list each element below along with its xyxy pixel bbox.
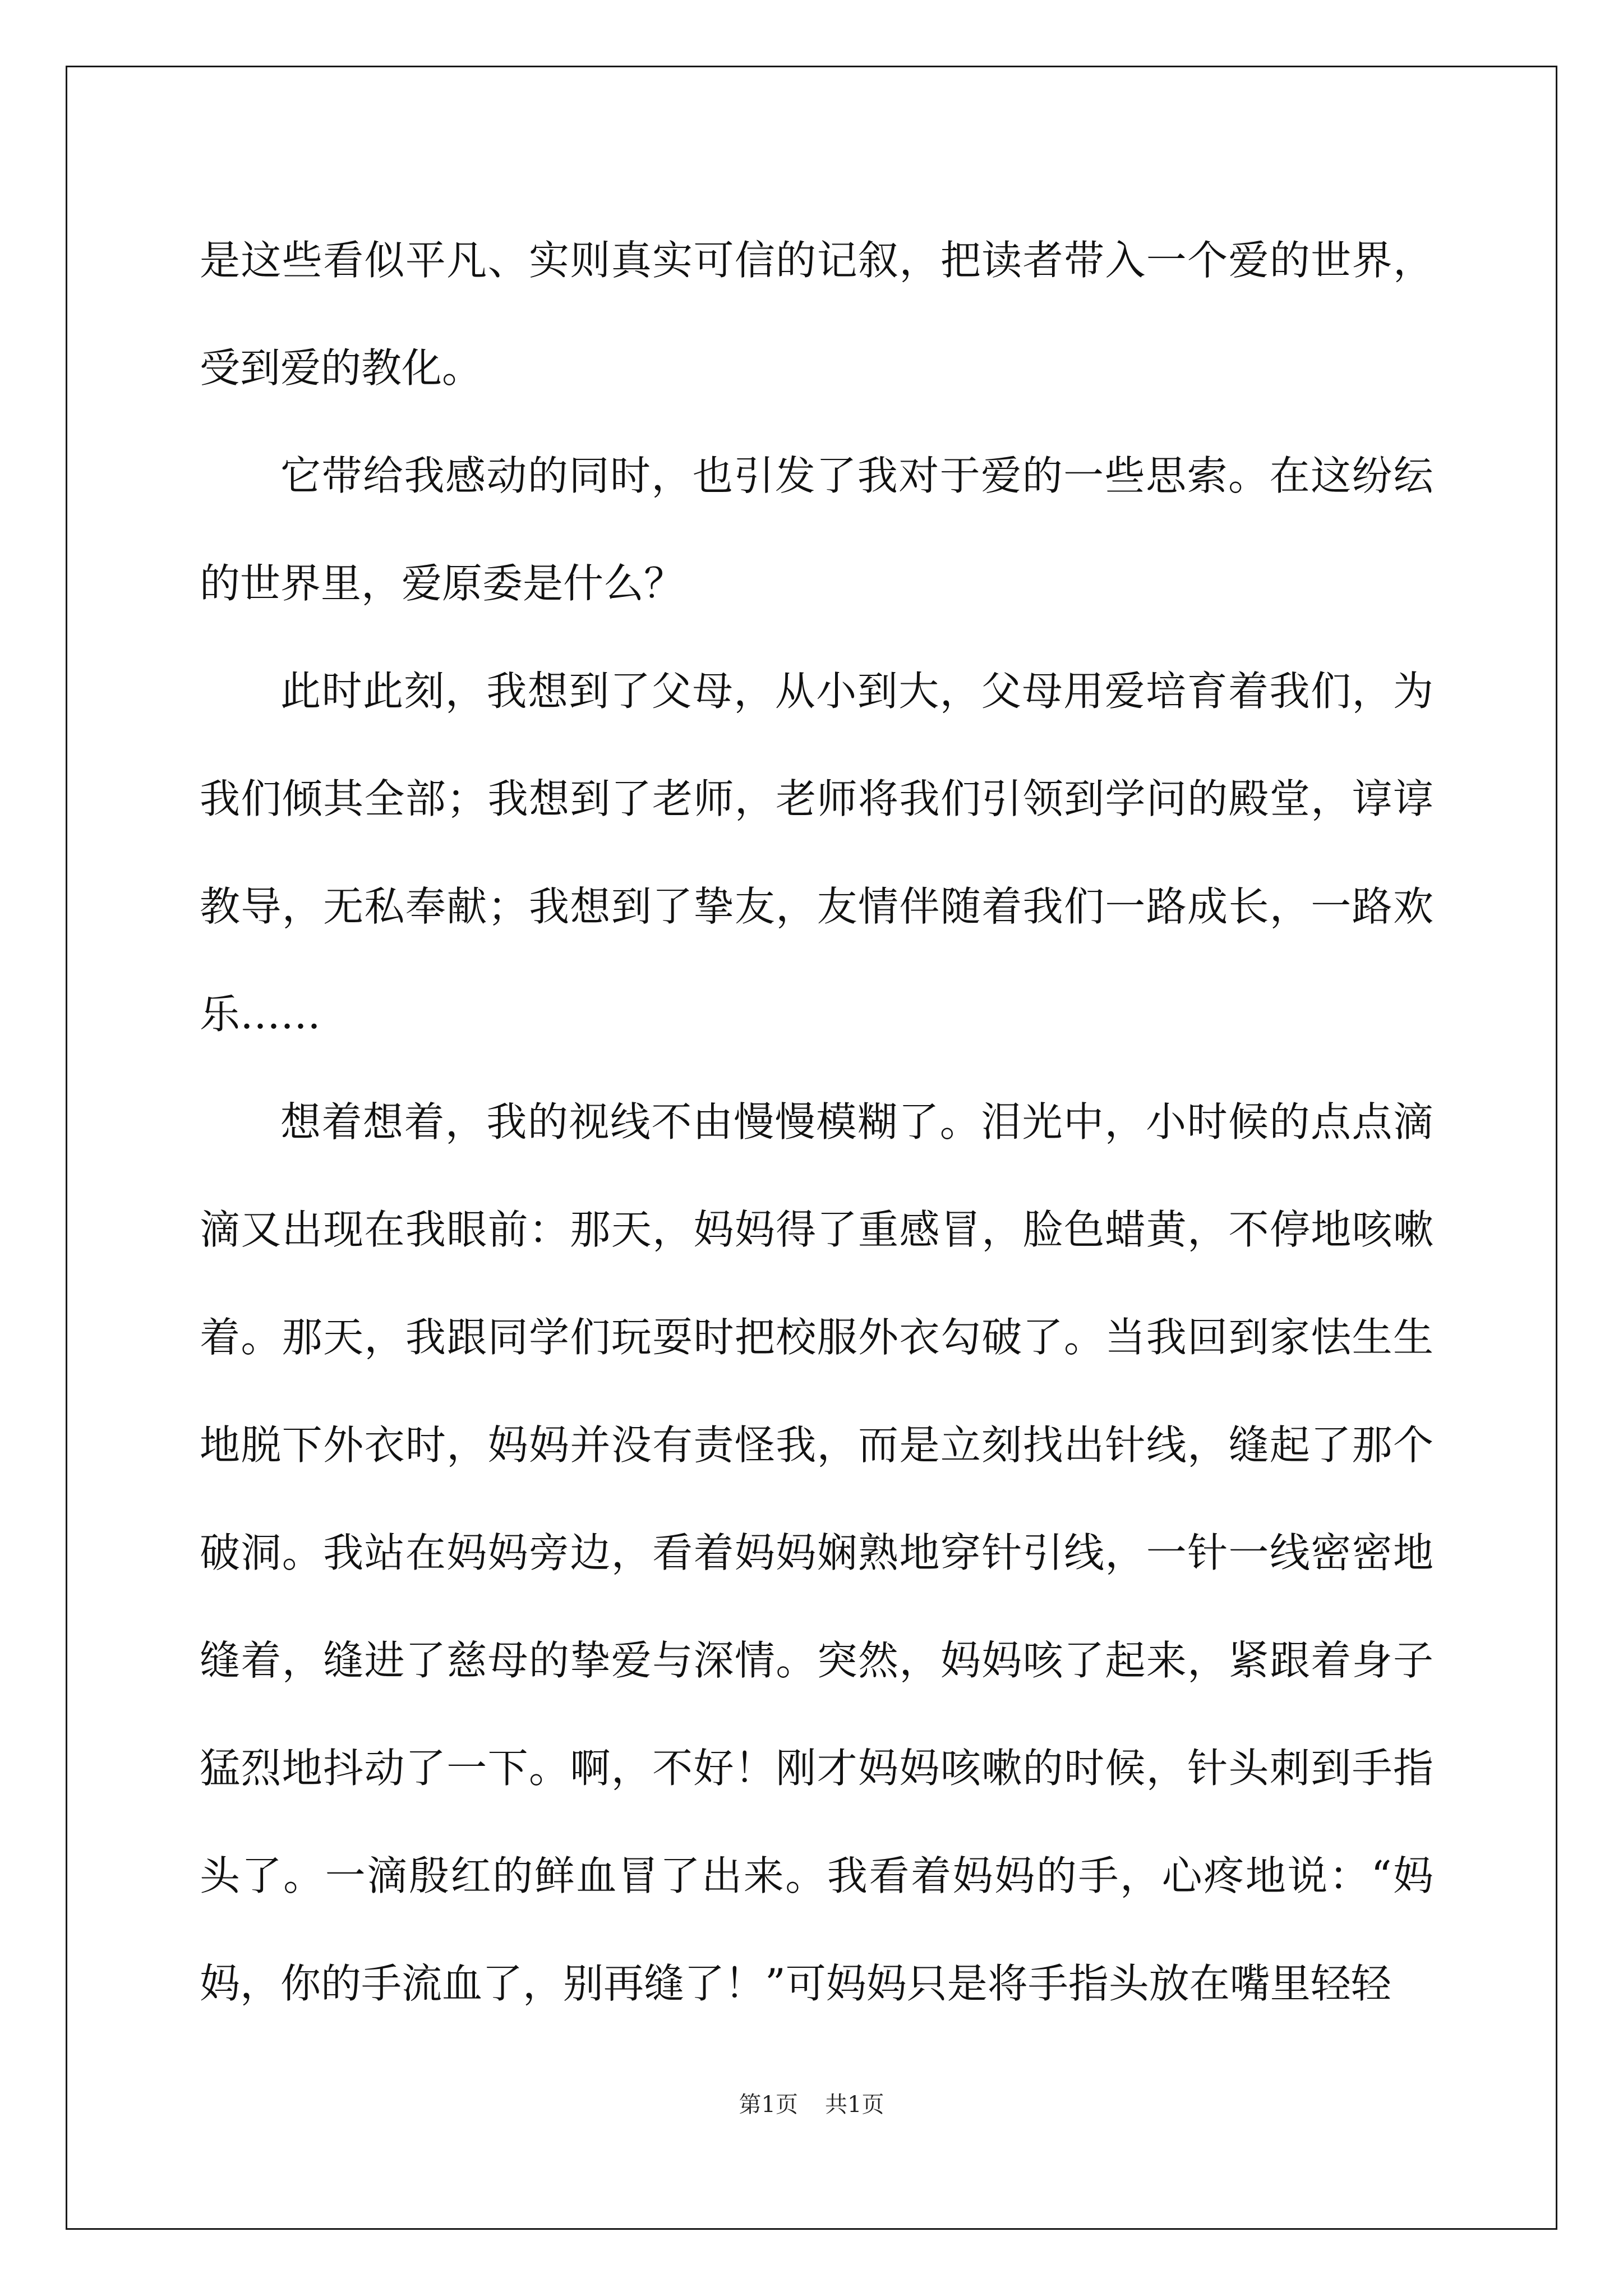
paragraph-1: 是这些看似平凡、实则真实可信的记叙，把读者带入一个爱的世界，受到爱的教化。 [200,237,1433,392]
paragraph-2: 它带给我感动的同时，也引发了我对于爱的一些思索。在这纷纭的世界里，爱原委是什么？ [200,452,1433,607]
paragraph-3: 此时此刻，我想到了父母，从小到大，父母用爱培育着我们，为我们倾其全部；我想到了老师，老师将我们引领到学问的殿堂，谆谆教导，无私奉献；我想到了挚友，友情伴随着我们一路成长，一路欢乐…… [200,668,1433,1038]
page-footer [0,2087,1623,2119]
document-body [200,206,1433,2037]
paragraph-4: 想着想着，我的视线不由慢慢模糊了。泪光中，小时候的点点滴滴又出现在我眼前：那天，妈妈得了重感冒，脸色蜡黄，不停地咳嗽着。那天，我跟同学们玩耍时把校服外衣勾破了。当我回到家怯生生地脱下外衣时，妈妈并没有责怪我，而是立刻找出针线，缝起了那个破洞。我站在妈妈旁边，看着妈妈娴熟地穿针引线，一针一线密密地缝着，缝进了慈母的挚爱与深情。突然，妈妈咳了起来，紧跟着身子猛烈地抖动了一下。啊，不好！刚才妈妈咳嗽的时候，针头刺到手指头了。一滴殷红的鲜血冒了出来。我看着妈妈的手，心疼地说：“妈妈，你的手流血了，别再缝了！”可妈妈只是将手指头放在嘴里轻轻 [200,1098,1433,2007]
page-number-total: 共1页 [825,2092,884,2118]
page-number-current: 第1页 [739,2092,798,2118]
